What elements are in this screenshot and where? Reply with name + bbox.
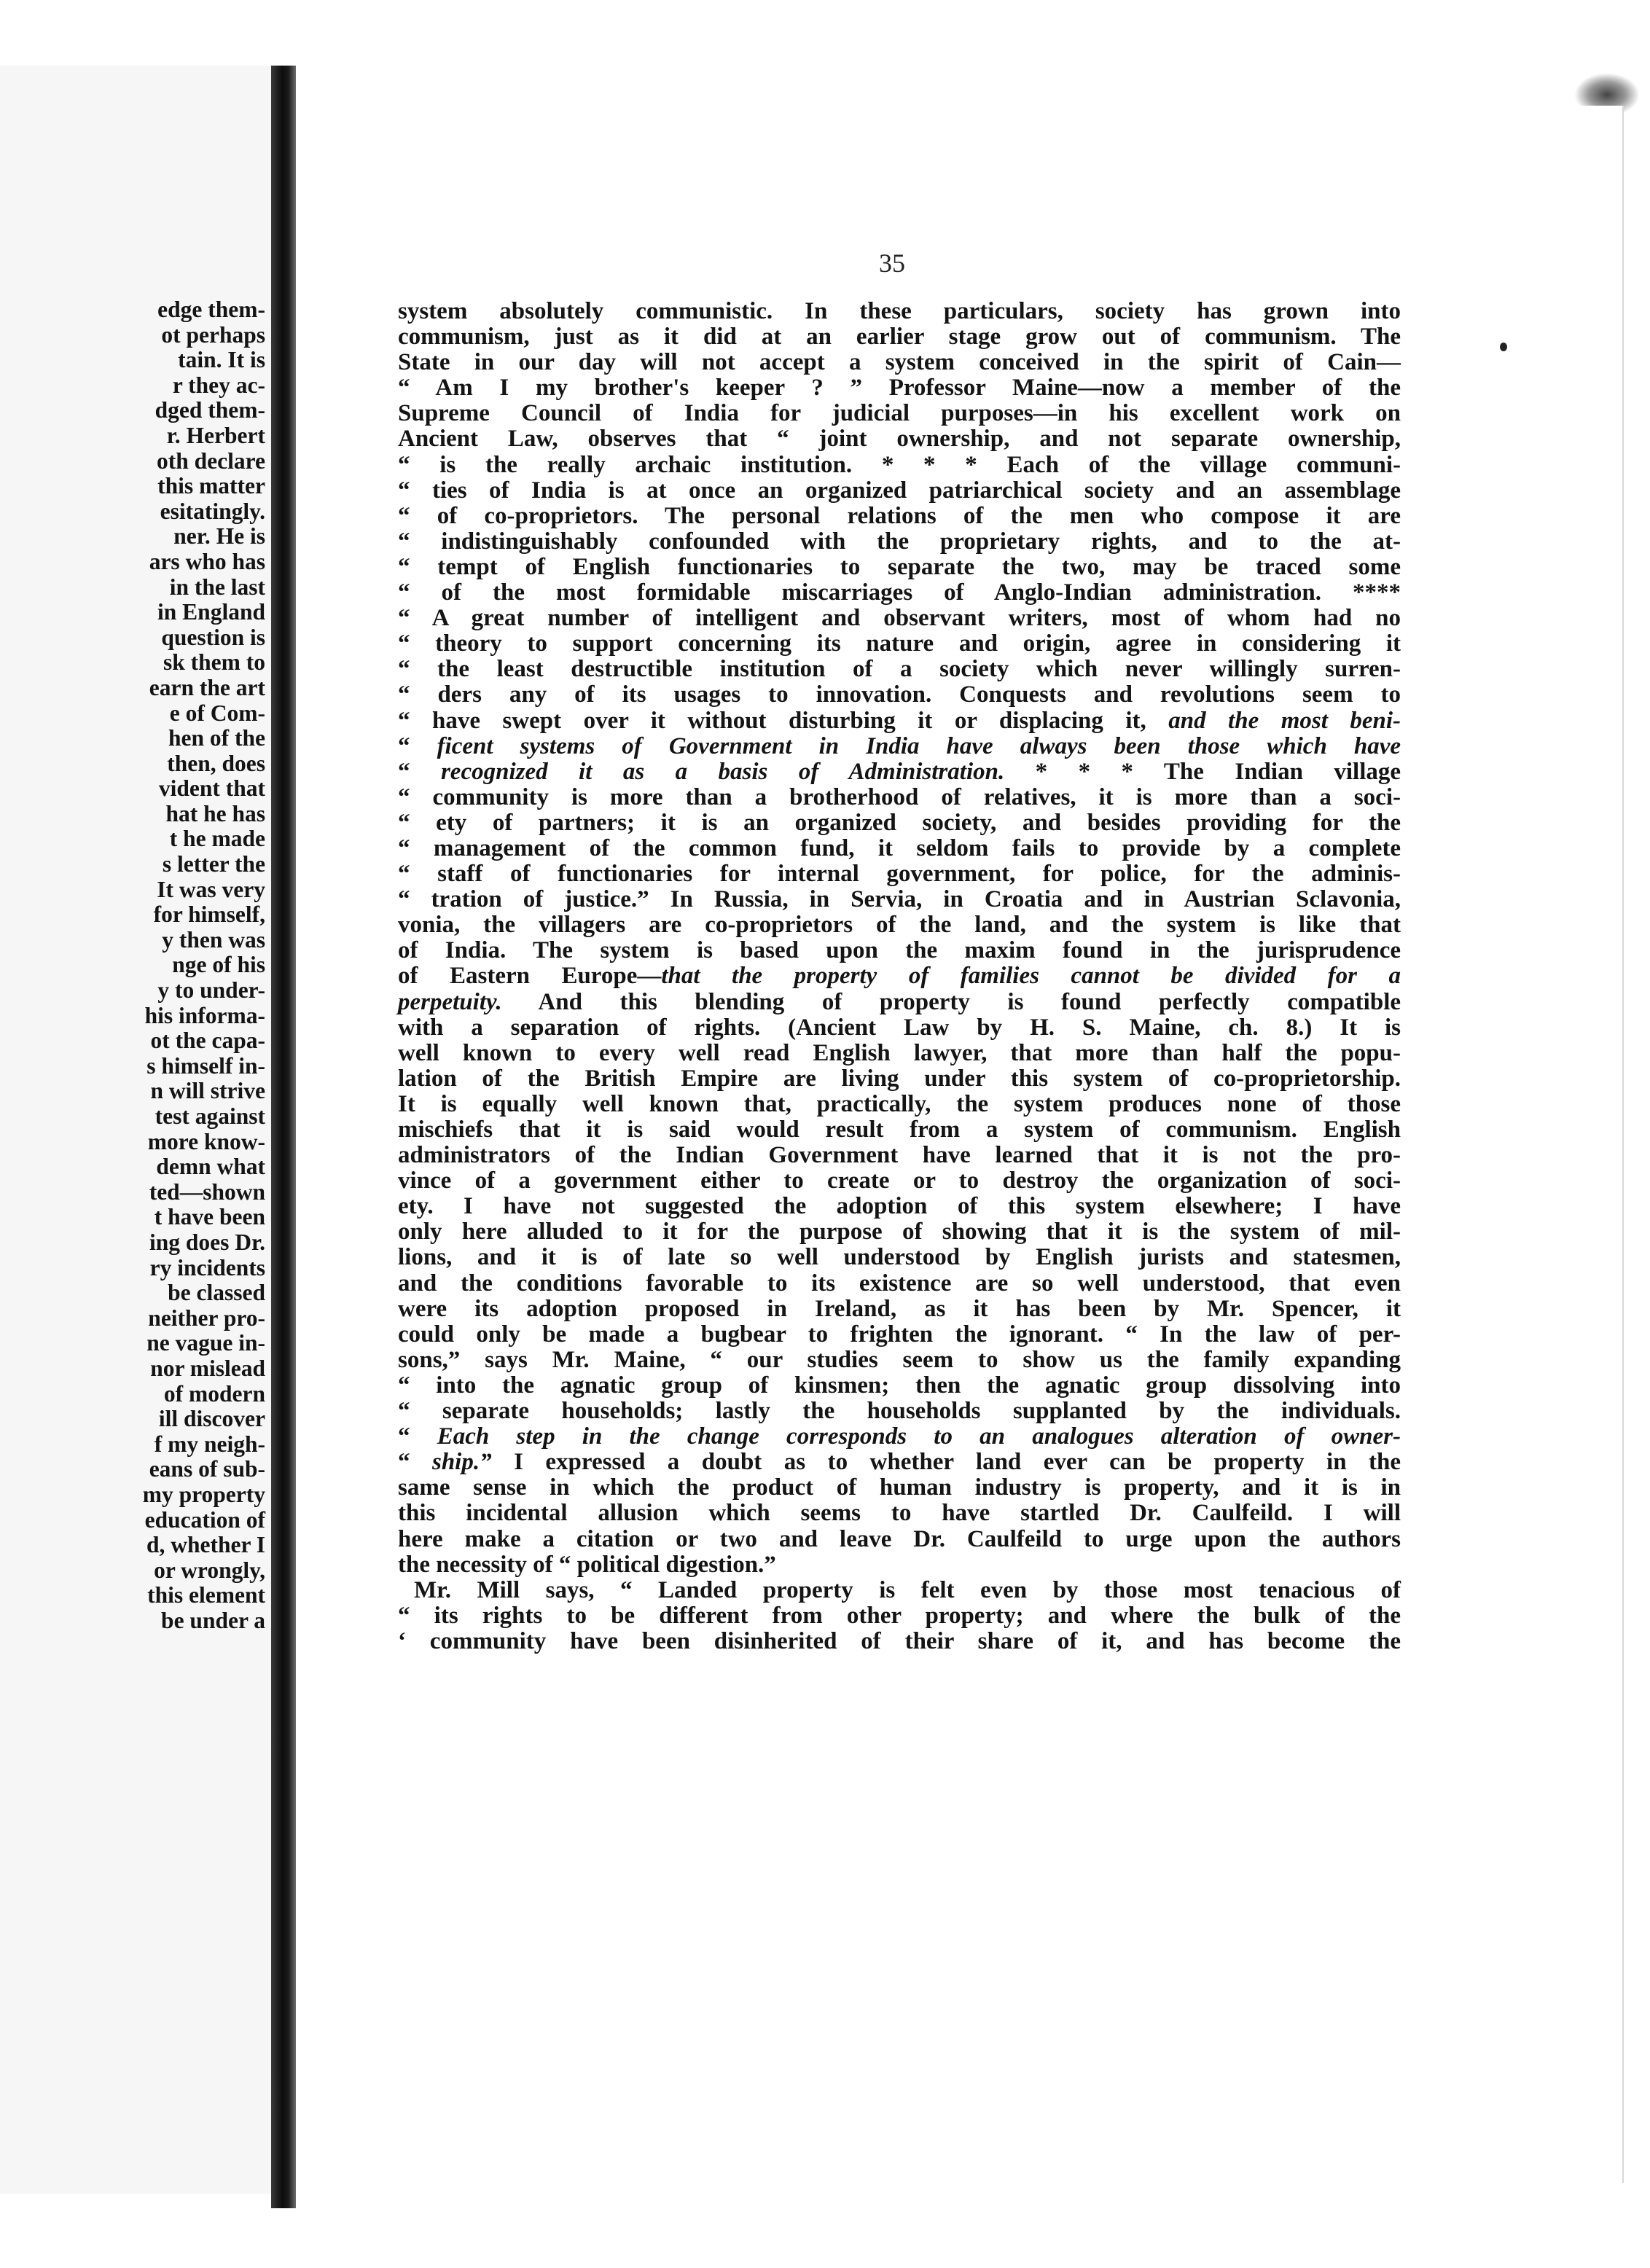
- left-page-line: be classed: [168, 1280, 265, 1306]
- text-run: “: [398, 1423, 410, 1450]
- italic-run: and the most beni-: [1168, 707, 1401, 734]
- left-page-line: ill discover: [158, 1406, 265, 1432]
- text-line: of India. The system is based upon the maxim found in the jurisprudence: [398, 937, 1401, 964]
- left-page-line: ars who has: [149, 548, 265, 574]
- left-facing-page: [0, 66, 271, 2194]
- text-line: “ the least destructible institution of a society which never willingly surren-: [398, 656, 1401, 683]
- text-line: [398, 990, 1401, 1015]
- text-line: [398, 1424, 1401, 1450]
- text-line: It is equally well known that, practically, the system produces none of those: [398, 1090, 1401, 1117]
- text-line: could only be made a bugbear to frighten the ignorant. “ In the law of per-: [398, 1321, 1401, 1348]
- left-page-line: vident that: [158, 775, 265, 802]
- left-page-line: oth declare: [156, 447, 265, 474]
- text-line: State in our day will not accept a system conceived in the spirit of Cain—: [398, 349, 1401, 376]
- italic-run: perpetuity.: [398, 988, 502, 1015]
- italic-run: recognized it as a basis of Administration.: [440, 758, 1005, 785]
- left-page-line: education of: [144, 1506, 265, 1533]
- left-page-line: y to under-: [157, 977, 265, 1004]
- text-line: [398, 1450, 1401, 1475]
- text-line: lation of the British Empire are living under this system of co-proprietorship.: [398, 1065, 1401, 1092]
- text-line: “ theory to support concerning its nature and origin, agree in considering it: [398, 630, 1401, 657]
- page-number: 35: [879, 249, 905, 278]
- left-page-line: earn the art: [149, 674, 265, 700]
- left-page-line: ot the capa-: [150, 1028, 265, 1054]
- text-line: “ staff of functionaries for internal government, for police, for the adminis-: [398, 861, 1401, 888]
- text-line: [398, 759, 1401, 785]
- left-page-line: n will strive: [150, 1078, 265, 1104]
- left-page-line: s letter the: [162, 851, 265, 877]
- text-line: [398, 708, 1401, 734]
- left-page-line: demn what: [156, 1154, 265, 1180]
- text-line: “ ders any of its usages to innovation. Conquests and revolutions seem to: [398, 681, 1401, 708]
- book-gutter: [271, 66, 296, 2208]
- text-line: sons,” says Mr. Maine, “ our studies seem to show us the family expanding: [398, 1346, 1401, 1373]
- text-line: “ of co-proprietors. The personal relations of the men who compose it are: [398, 502, 1401, 529]
- left-page-line: in England: [157, 599, 265, 625]
- italic-run: that the property of families cannot be divided for a: [661, 963, 1401, 990]
- text-run: “ have swept over it without disturbing it or displacing it,: [398, 707, 1146, 734]
- left-page-line: It was very: [157, 876, 265, 902]
- left-page-line: more know-: [147, 1128, 265, 1154]
- text-line: “ its rights to be different from other property; and where the bulk of the: [398, 1602, 1401, 1629]
- left-page-line: my property: [142, 1481, 265, 1507]
- text-line: “ is the really archaic institution. * * * Each of the village communi-: [398, 451, 1401, 478]
- text-line: “ tration of justice.” In Russia, in Servia, in Croatia and in Austrian Sclavonia,: [398, 886, 1401, 913]
- left-page-line: neither pro-: [148, 1305, 265, 1331]
- left-page-line: question is: [161, 624, 265, 650]
- text-line: [398, 963, 1401, 989]
- text-run: * * * The Indian village: [1035, 758, 1401, 785]
- left-page-line: y then was: [162, 926, 265, 953]
- text-line: lions, and it is of late so well understood by English jurists and statesmen,: [398, 1244, 1401, 1271]
- left-page-line: r. Herbert: [166, 422, 265, 448]
- italic-run: ficent systems of Government in India have always been those which have: [437, 732, 1401, 759]
- text-line: “ tempt of English functionaries to separate the two, may be traced some: [398, 553, 1401, 580]
- left-page-line: be under a: [161, 1607, 265, 1633]
- text-line: “ into the agnatic group of kinsmen; then the agnatic group dissolving into: [398, 1372, 1401, 1399]
- text-line: “ management of the common fund, it seldom fails to provide by a complete: [398, 834, 1401, 861]
- left-page-line: r they ac-: [172, 372, 265, 398]
- left-page-line: t have been: [154, 1204, 265, 1230]
- left-page-line: ot perhaps: [161, 321, 265, 348]
- text-line: “ A great number of intelligent and observant writers, most of whom had no: [398, 605, 1401, 632]
- left-page-line: tain. It is: [178, 347, 265, 373]
- text-line: same sense in which the product of human industry is property, and it is in: [398, 1474, 1401, 1501]
- text-line: “ indistinguishably confounded with the proprietary rights, and to the at-: [398, 528, 1401, 555]
- left-page-line: dged them-: [155, 397, 265, 423]
- text-line: “ community is more than a brotherhood of relatives, it is more than a soci-: [398, 783, 1401, 810]
- text-line: “ Am I my brother's keeper ? ” Professor Maine—now a member of the: [398, 375, 1401, 402]
- text-line: Supreme Council of India for judicial purposes—in his excellent work on: [398, 400, 1401, 427]
- left-page-line: ner. He is: [173, 523, 265, 550]
- left-page-line: edge them-: [157, 297, 265, 322]
- left-page-line: for himself,: [153, 902, 265, 928]
- left-page-line: t he made: [169, 826, 265, 852]
- left-page-line: hat he has: [165, 800, 265, 826]
- left-page-line: e of Com-: [169, 700, 265, 726]
- text-line: well known to every well read English lawyer, that more than half the popu-: [398, 1039, 1401, 1066]
- text-run: “: [398, 732, 410, 759]
- text-line: vonia, the villagers are co-proprietors of the land, and the system is like that: [398, 912, 1401, 939]
- text-line: “ ety of partners; it is an organized society, and besides providing for the: [398, 809, 1401, 836]
- text-line: communism, just as it did at an earlier stage grow out of communism. The: [398, 324, 1401, 351]
- left-page-line: his informa-: [144, 1002, 265, 1028]
- left-page-line: test against: [155, 1103, 265, 1129]
- left-page-line: this matter: [157, 473, 265, 499]
- left-page-line: ted—shown: [149, 1178, 265, 1205]
- left-page-line: f my neigh-: [154, 1431, 265, 1457]
- text-line: Mr. Mill says, “ Landed property is felt even by those most tenacious of: [414, 1576, 1401, 1603]
- left-page-line: nge of his: [172, 952, 265, 978]
- left-page-line: of modern: [163, 1380, 265, 1407]
- left-page-line: hen of the: [168, 725, 265, 751]
- left-page-text: [143, 297, 265, 1633]
- text-line: were its adoption proposed in Ireland, as it has been by Mr. Spencer, it: [398, 1295, 1401, 1322]
- text-line: ‘ community have been disinherited of their share of it, and has become the: [398, 1627, 1401, 1654]
- left-page-line: ing does Dr.: [149, 1229, 265, 1255]
- text-run: “: [398, 758, 410, 785]
- text-line: system absolutely communistic. In these particulars, society has grown into: [398, 298, 1401, 324]
- left-page-line: nor mislead: [150, 1355, 265, 1381]
- left-page-line: esitatingly.: [160, 498, 265, 524]
- text-line: this incidental allusion which seems to have startled Dr. Caulfeild. I will: [398, 1500, 1401, 1527]
- italic-run: ship.”: [431, 1449, 492, 1476]
- text-line: administrators of the Indian Government have learned that it is not the pro-: [398, 1142, 1401, 1169]
- text-run: I expressed a doubt as to whether land ever can be property in the: [514, 1449, 1401, 1476]
- left-page-line: s himself in-: [146, 1052, 265, 1079]
- text-line: vince of a government either to create or to destroy the organization of soci-: [398, 1168, 1401, 1194]
- italic-run: Each step in the change corresponds to an analogues alteration of owner-: [437, 1423, 1401, 1450]
- text-line: the necessity of “ political digestion.”: [398, 1551, 776, 1578]
- left-page-line: sk them to: [163, 649, 265, 676]
- text-line: mischiefs that it is said would result from a system of communism. English: [398, 1117, 1401, 1143]
- text-line: Ancient Law, observes that “ joint ownership, and not separate ownership,: [398, 426, 1401, 453]
- text-run: “: [398, 1449, 410, 1476]
- text-line: with a separation of rights. (Ancient Law by H. S. Maine, ch. 8.) It is: [398, 1014, 1401, 1041]
- text-line: and the conditions favorable to its existence are so well understood, that even: [398, 1270, 1401, 1297]
- left-page-line: eans of sub-: [149, 1456, 265, 1482]
- text-line: “ separate households; lastly the households supplanted by the individuals.: [398, 1398, 1401, 1425]
- text-line: here make a citation or two and leave Dr. Caulfeild to urge upon the authors: [398, 1525, 1401, 1552]
- left-page-line: or wrongly,: [154, 1557, 265, 1583]
- left-page-line: this element: [147, 1582, 265, 1608]
- body-text: [398, 299, 1401, 1654]
- left-page-line: ne vague in-: [146, 1330, 265, 1356]
- text-line: “ ties of India is at once an organized patriarchical society and an assemblage: [398, 477, 1401, 504]
- text-run: of Eastern Europe—: [398, 963, 662, 990]
- text-line: “ of the most formidable miscarriages of Anglo-Indian administration. ****: [398, 579, 1401, 606]
- text-line: [398, 734, 1401, 759]
- left-page-line: ry incidents: [149, 1254, 265, 1280]
- left-page-line: then, does: [167, 750, 265, 776]
- text-line: ety. I have not suggested the adoption of this system elsewhere; I have: [398, 1193, 1401, 1220]
- text-line: only here alluded to it for the purpose of showing that it is the system of mil-: [398, 1219, 1401, 1246]
- left-page-line: d, whether I: [146, 1532, 265, 1558]
- text-run: And this blending of property is found perfectly compatible: [538, 988, 1401, 1015]
- left-page-line: in the last: [169, 574, 265, 600]
- stray-ink-mark: [1500, 343, 1507, 351]
